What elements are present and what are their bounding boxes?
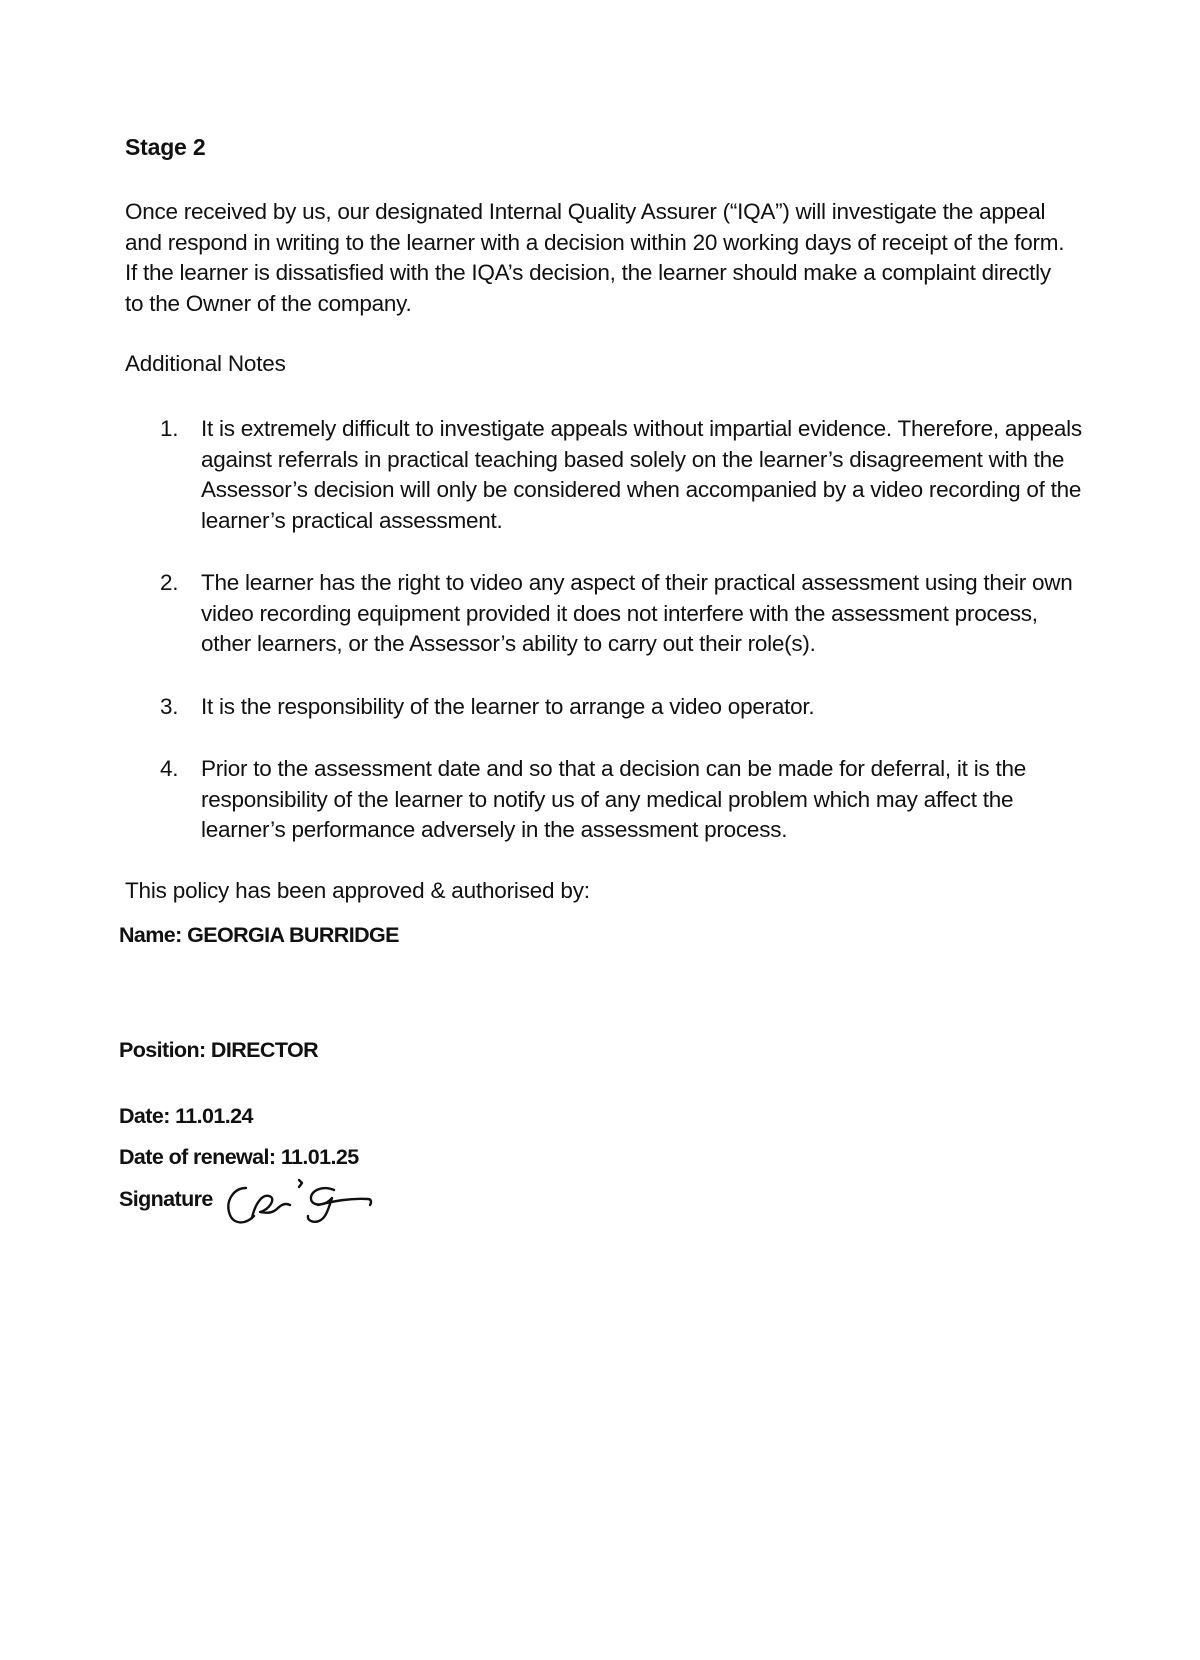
- stage-paragraph: Once received by us, our designated Internal Quality Assurer (“IQA”) will investigate the appeal and respond in writing to the learner with a decision within 20 working days of receipt of the form. If the learner is dissatisfied with the IQA’s decision, the learner should make a complaint directly to the Owner of the company.: [125, 199, 1065, 316]
- signature-label: Signature: [119, 1187, 213, 1211]
- note-number: 2.: [160, 570, 179, 595]
- note-number: 1.: [160, 416, 179, 441]
- note-text: It is extremely difficult to investigate appeals without impartial evidence. Therefore, appeals against referrals in practical teaching based solely on the learner’s disagreement with the Assessor’s decision will only be considered when accompanied by a video recording of the learner’s practical assessment.: [201, 416, 1082, 533]
- renewal-date: Date of renewal: 11.01.25: [119, 1145, 359, 1169]
- additional-notes-list: [160, 414, 1090, 878]
- note-item-4: [160, 754, 1090, 846]
- approval-statement: This policy has been approved & authorised by:: [125, 878, 590, 903]
- note-text: Prior to the assessment date and so that a decision can be made for deferral, it is the responsibility of the learner to notify us of any medical problem which may affect the learner’s performance adversely in the assessment process.: [201, 756, 1026, 842]
- additional-notes-title: Additional Notes: [125, 351, 286, 376]
- note-text: It is the responsibility of the learner to arrange a video operator.: [201, 693, 815, 719]
- note-number: 4.: [160, 756, 179, 781]
- approval-date: Date: 11.01.24: [119, 1104, 253, 1128]
- handwritten-signature-icon: [222, 1172, 378, 1230]
- approver-name: Name: GEORGIA BURRIDGE: [119, 923, 399, 947]
- note-text: The learner has the right to video any aspect of their practical assessment using their own video recording equipment provided it does not interfere with the assessment process, other learners, or the Assessor’s ability to carry out their role(s).: [201, 570, 1073, 656]
- note-item-1: [160, 414, 1090, 536]
- note-number: 3.: [160, 693, 179, 719]
- stage-heading: Stage 2: [125, 134, 206, 160]
- note-item-2: [160, 568, 1090, 660]
- note-item-3: [160, 692, 1090, 723]
- approver-position: Position: DIRECTOR: [119, 1038, 319, 1062]
